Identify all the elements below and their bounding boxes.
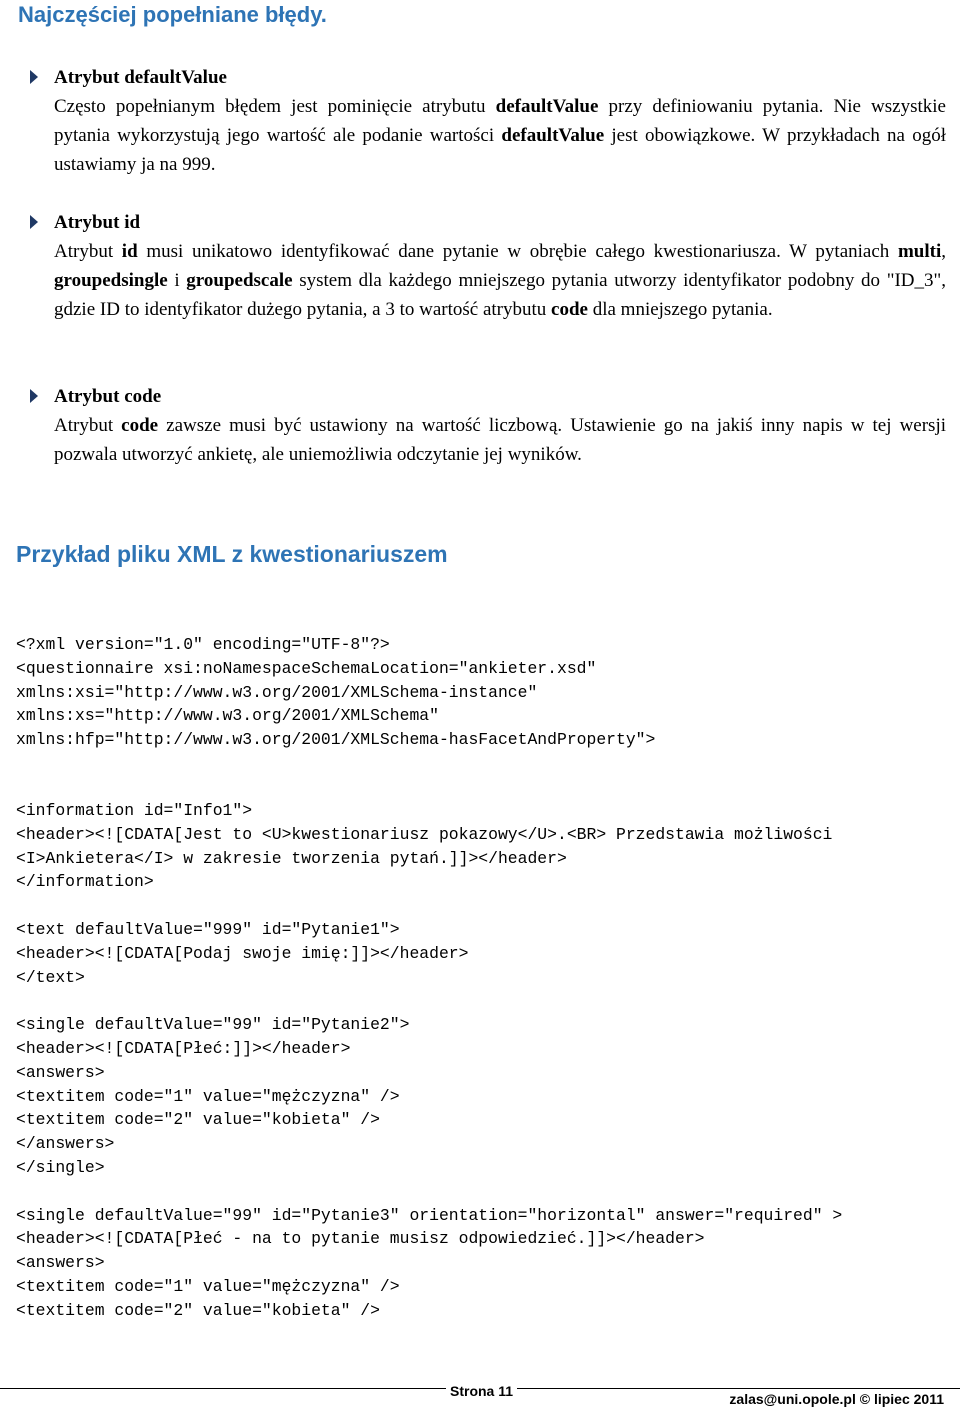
bold-term: groupedscale: [186, 270, 293, 291]
text-run: zawsze musi być ustawiony na wartość liczbową. Ustawienie go na jakiś inny napis w tej wersji pozwala utworzyć ankietę, ale uniemożliwia odczytanie jej wyników.: [54, 415, 946, 465]
text-run: Atrybut: [54, 241, 122, 262]
page-heading-common-errors: Najczęściej popełniane błędy.: [18, 2, 327, 27]
section-id: [30, 208, 946, 324]
bold-term: defaultValue: [495, 96, 599, 117]
text-run: ,: [941, 241, 947, 262]
section-defaultvalue-header: [30, 63, 946, 92]
text-run: przy definiowaniu pytania. Nie wszystkie pytania wykorzystują jego wartość ale podanie wartości: [54, 96, 946, 146]
section-defaultvalue: [30, 63, 946, 179]
text-run: Atrybut: [54, 415, 122, 436]
bold-term: id: [121, 241, 138, 262]
section-title: Atrybut code: [54, 386, 162, 407]
text-run: i: [167, 270, 187, 291]
section-body: [54, 237, 946, 324]
bold-term: code: [551, 299, 588, 320]
bold-term: code: [121, 415, 159, 436]
text-run: jest obowiązkowe. W przykładach na ogół ustawiamy ja na 999.: [54, 125, 947, 175]
text-run: system dla każdego mniejszego pytania utworzy identyfikator podobny do "ID_3", gdzie ID to identyfikator dużego pytania, a 3 to wartość atrybutu: [54, 270, 947, 320]
section-code-header: [30, 382, 946, 411]
xml-example-heading: Przykład pliku XML z kwestionariuszem: [16, 541, 448, 567]
section-title: Atrybut defaultValue: [54, 67, 227, 88]
footer-author-date: zalas@uni.opole.pl © lipiec 2011: [729, 1391, 944, 1407]
bold-term: defaultValue: [501, 125, 605, 146]
bullet-arrow-icon: [30, 389, 38, 403]
section-id-header: [30, 208, 946, 237]
page-number: Strona 11: [446, 1383, 517, 1399]
section-body: [54, 92, 946, 179]
text-run: musi unikatowo identyfikować dane pytanie w obrębie całego kwestionariusza. W pytaniach: [137, 241, 898, 262]
bullet-arrow-icon: [30, 70, 38, 84]
text-run: Często popełnianym błędem jest pominięcie atrybutu: [54, 96, 496, 117]
text-run: dla mniejszego pytania.: [587, 299, 773, 320]
bold-term: groupedsingle: [54, 270, 168, 291]
bold-term: multi: [897, 241, 942, 262]
section-title: Atrybut id: [54, 212, 141, 233]
xml-code-header-block: <?xml version="1.0" encoding="UTF-8"?> <questionnaire xsi:noNamespaceSchemaLocation="ankieter.xsd" xmlns:xsi="http://www.w3.org/2001/XMLSchema-instance" xmlns:xs="http://www.w3.org/2001/XMLSchema" xmlns:hfp="http://www.w3.org/2001/XMLSchema-hasFacetAndProperty">: [16, 635, 656, 750]
xml-code-body-block: <information id="Info1"> <header><![CDATA[Jest to <U>kwestionariusz pokazowy</U>.<BR> Przedstawia możliwości <I>Ankietera</I> w zakresie tworzenia pytań.]]></header> </information> <text defaultValue="999" id="Pytanie1"> <header><![CDATA[Podaj swoje imię:]]></header> </text> <single defaultValue="99" id="Pytanie2"> <header><![CDATA[Płeć:]]></header> <answers> <textitem code="1" value="mężczyzna" /> <textitem code="2" value="kobieta" /> </answers> </single> <single defaultValue="99" id="Pytanie3" orientation="horizontal" answer="required" > <header><![CDATA[Płeć - na to pytanie musisz odpowiedzieć.]]></header> <answers> <textitem code="1" value="mężczyzna" /> <textitem code="2" value="kobieta" />: [16, 801, 843, 1320]
section-code: [30, 382, 946, 469]
section-body: [54, 411, 946, 469]
bullet-arrow-icon: [30, 215, 38, 229]
